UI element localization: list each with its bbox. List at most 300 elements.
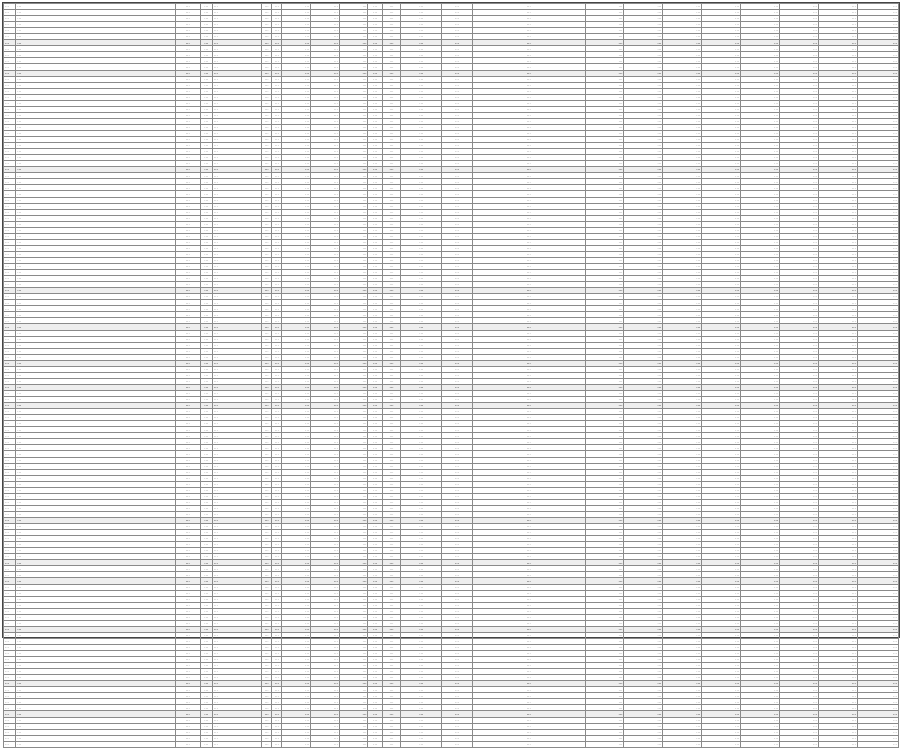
cell-mat: …	[212, 191, 261, 197]
cell-c12: …	[442, 366, 473, 372]
cell-c6: …	[272, 112, 282, 118]
cell-s6: …	[780, 651, 819, 657]
cell-s6: …	[780, 191, 819, 197]
cell-s7: …	[818, 82, 857, 88]
cell-c6: …	[272, 584, 282, 590]
cell-s5: …	[741, 481, 780, 487]
cell-s2: …	[624, 572, 663, 578]
cell-c12: …	[442, 669, 473, 675]
cell-org: …	[472, 439, 585, 445]
cell-c3: …	[200, 445, 212, 451]
cell-s4: …	[702, 360, 741, 366]
cell-c5: …	[262, 644, 272, 650]
cell-cls: …	[382, 294, 400, 300]
cell-c5: …	[262, 602, 272, 608]
cell-s6: …	[780, 342, 819, 348]
cell-c11: …	[401, 608, 442, 614]
cell-s8: …	[857, 717, 898, 723]
cell-s4: …	[702, 735, 741, 741]
cell-addr: …	[16, 46, 176, 52]
cell-s6: …	[780, 572, 819, 578]
cell-c11: …	[401, 70, 442, 76]
cell-s4: …	[702, 16, 741, 22]
cell-s6: …	[780, 22, 819, 28]
cell-s1: …	[585, 288, 624, 294]
cell-a2: …	[311, 149, 340, 155]
cell-s8: …	[857, 64, 898, 70]
cell-n: …	[368, 554, 382, 560]
cell-addr: …	[16, 276, 176, 282]
cell-n: …	[368, 451, 382, 457]
cell-s2: …	[624, 536, 663, 542]
cell-idx: …	[4, 306, 16, 312]
cell-s3: …	[663, 221, 702, 227]
cell-mat: …	[212, 64, 261, 70]
cell-c3: …	[200, 312, 212, 318]
cell-c3: …	[200, 348, 212, 354]
cell-a3: …	[339, 451, 368, 457]
cell-n: …	[368, 693, 382, 699]
cell-org: …	[472, 221, 585, 227]
cell-a2: …	[311, 100, 340, 106]
cell-s4: …	[702, 324, 741, 330]
cell-mat: …	[212, 245, 261, 251]
cell-s7: …	[818, 463, 857, 469]
cell-s7: …	[818, 106, 857, 112]
cell-c12: …	[442, 530, 473, 536]
cell-s1: …	[585, 276, 624, 282]
cell-s6: …	[780, 239, 819, 245]
cell-addr: …	[16, 179, 176, 185]
cell-cls: …	[382, 100, 400, 106]
cell-c5: …	[262, 10, 272, 16]
cell-idx: …	[4, 137, 16, 143]
cell-c12: …	[442, 28, 473, 34]
cell-s7: …	[818, 560, 857, 566]
cell-s1: …	[585, 475, 624, 481]
cell-mat: …	[212, 511, 261, 517]
cell-a3: …	[339, 52, 368, 58]
cell-s6: …	[780, 330, 819, 336]
cell-mat: …	[212, 112, 261, 118]
cell-year: …	[176, 64, 201, 70]
cell-cls: …	[382, 620, 400, 626]
cell-cls: …	[382, 505, 400, 511]
cell-org: …	[472, 427, 585, 433]
cell-s5: …	[741, 705, 780, 711]
cell-c3: …	[200, 330, 212, 336]
cell-a1: …	[282, 681, 311, 687]
cell-s4: …	[702, 741, 741, 747]
cell-a2: …	[311, 227, 340, 233]
cell-s5: …	[741, 282, 780, 288]
cell-s4: …	[702, 245, 741, 251]
cell-s7: …	[818, 397, 857, 403]
cell-s2: …	[624, 481, 663, 487]
cell-n: …	[368, 342, 382, 348]
cell-s4: …	[702, 505, 741, 511]
cell-c3: …	[200, 584, 212, 590]
cell-cls: …	[382, 167, 400, 173]
cell-year: …	[176, 276, 201, 282]
cell-s8: …	[857, 143, 898, 149]
cell-c5: …	[262, 505, 272, 511]
cell-c11: …	[401, 397, 442, 403]
cell-s2: …	[624, 511, 663, 517]
cell-s4: …	[702, 312, 741, 318]
cell-s6: …	[780, 675, 819, 681]
cell-s8: …	[857, 663, 898, 669]
cell-s7: …	[818, 34, 857, 40]
cell-c12: …	[442, 517, 473, 523]
cell-s2: …	[624, 191, 663, 197]
cell-s7: …	[818, 58, 857, 64]
cell-c5: …	[262, 723, 272, 729]
cell-a1: …	[282, 366, 311, 372]
cell-s7: …	[818, 366, 857, 372]
cell-s6: …	[780, 203, 819, 209]
cell-c12: …	[442, 167, 473, 173]
cell-s2: …	[624, 276, 663, 282]
cell-s6: …	[780, 4, 819, 10]
cell-a1: …	[282, 705, 311, 711]
cell-c3: …	[200, 282, 212, 288]
cell-c12: …	[442, 735, 473, 741]
cell-c11: …	[401, 179, 442, 185]
cell-a2: …	[311, 221, 340, 227]
cell-s7: …	[818, 52, 857, 58]
cell-a2: …	[311, 34, 340, 40]
cell-cls: …	[382, 439, 400, 445]
cell-a1: …	[282, 560, 311, 566]
cell-cls: …	[382, 191, 400, 197]
cell-s7: …	[818, 554, 857, 560]
cell-addr: …	[16, 366, 176, 372]
cell-a3: …	[339, 524, 368, 530]
cell-year: …	[176, 427, 201, 433]
cell-c5: …	[262, 378, 272, 384]
cell-org: …	[472, 360, 585, 366]
cell-c3: …	[200, 167, 212, 173]
cell-addr: …	[16, 270, 176, 276]
cell-s5: …	[741, 360, 780, 366]
cell-a3: …	[339, 64, 368, 70]
cell-a3: …	[339, 257, 368, 263]
cell-s4: …	[702, 22, 741, 28]
cell-idx: …	[4, 360, 16, 366]
cell-idx: …	[4, 560, 16, 566]
cell-c6: …	[272, 203, 282, 209]
cell-c3: …	[200, 257, 212, 263]
cell-s7: …	[818, 70, 857, 76]
cell-s3: …	[663, 173, 702, 179]
cell-org: …	[472, 318, 585, 324]
cell-n: …	[368, 536, 382, 542]
cell-c11: …	[401, 276, 442, 282]
cell-a2: …	[311, 566, 340, 572]
cell-n: …	[368, 354, 382, 360]
cell-c12: …	[442, 584, 473, 590]
cell-s8: …	[857, 542, 898, 548]
cell-s7: …	[818, 699, 857, 705]
cell-addr: …	[16, 415, 176, 421]
cell-org: …	[472, 143, 585, 149]
cell-n: …	[368, 384, 382, 390]
cell-mat: …	[212, 729, 261, 735]
cell-c12: …	[442, 58, 473, 64]
cell-c6: …	[272, 475, 282, 481]
cell-s3: …	[663, 548, 702, 554]
cell-s3: …	[663, 366, 702, 372]
cell-a3: …	[339, 638, 368, 644]
cell-a1: …	[282, 469, 311, 475]
cell-s4: …	[702, 378, 741, 384]
cell-s2: …	[624, 626, 663, 632]
cell-s5: …	[741, 155, 780, 161]
cell-s1: …	[585, 167, 624, 173]
cell-a3: …	[339, 82, 368, 88]
cell-cls: …	[382, 288, 400, 294]
cell-s4: …	[702, 34, 741, 40]
cell-s5: …	[741, 566, 780, 572]
cell-s5: …	[741, 100, 780, 106]
cell-c11: …	[401, 336, 442, 342]
cell-c11: …	[401, 245, 442, 251]
cell-c3: …	[200, 372, 212, 378]
cell-idx: …	[4, 741, 16, 747]
cell-s4: …	[702, 203, 741, 209]
cell-cls: …	[382, 118, 400, 124]
cell-a1: …	[282, 149, 311, 155]
cell-n: …	[368, 306, 382, 312]
cell-s6: …	[780, 735, 819, 741]
cell-s1: …	[585, 264, 624, 270]
cell-c5: …	[262, 657, 272, 663]
cell-s8: …	[857, 554, 898, 560]
cell-a1: …	[282, 257, 311, 263]
cell-a2: …	[311, 626, 340, 632]
cell-c6: …	[272, 560, 282, 566]
cell-mat: …	[212, 318, 261, 324]
cell-c11: …	[401, 155, 442, 161]
cell-s7: …	[818, 517, 857, 523]
cell-org: …	[472, 270, 585, 276]
cell-s5: …	[741, 251, 780, 257]
cell-a3: …	[339, 233, 368, 239]
cell-s1: …	[585, 245, 624, 251]
cell-cls: …	[382, 524, 400, 530]
cell-addr: …	[16, 227, 176, 233]
cell-s4: …	[702, 155, 741, 161]
cell-c12: …	[442, 270, 473, 276]
cell-s4: …	[702, 620, 741, 626]
cell-mat: …	[212, 554, 261, 560]
cell-c5: …	[262, 282, 272, 288]
cell-year: …	[176, 542, 201, 548]
cell-idx: …	[4, 524, 16, 530]
cell-s5: …	[741, 657, 780, 663]
cell-mat: …	[212, 632, 261, 638]
cell-cls: …	[382, 391, 400, 397]
cell-a2: …	[311, 723, 340, 729]
cell-a3: …	[339, 46, 368, 52]
cell-org: …	[472, 493, 585, 499]
cell-addr: …	[16, 687, 176, 693]
cell-cls: …	[382, 76, 400, 82]
cell-c3: …	[200, 608, 212, 614]
cell-year: …	[176, 46, 201, 52]
cell-s6: …	[780, 64, 819, 70]
cell-c11: …	[401, 723, 442, 729]
cell-s6: …	[780, 463, 819, 469]
cell-s3: …	[663, 415, 702, 421]
cell-c5: …	[262, 427, 272, 433]
cell-s6: …	[780, 112, 819, 118]
cell-a1: …	[282, 457, 311, 463]
cell-a3: …	[339, 614, 368, 620]
cell-s3: …	[663, 40, 702, 46]
cell-s5: …	[741, 433, 780, 439]
cell-a2: …	[311, 342, 340, 348]
cell-s2: …	[624, 16, 663, 22]
cell-c11: …	[401, 227, 442, 233]
cell-c11: …	[401, 596, 442, 602]
cell-addr: …	[16, 403, 176, 409]
cell-c5: …	[262, 4, 272, 10]
cell-s6: …	[780, 76, 819, 82]
cell-a2: …	[311, 179, 340, 185]
cell-a3: …	[339, 427, 368, 433]
cell-idx: …	[4, 475, 16, 481]
cell-a2: …	[311, 70, 340, 76]
cell-mat: …	[212, 336, 261, 342]
cell-s6: …	[780, 312, 819, 318]
cell-s1: …	[585, 306, 624, 312]
cell-s6: …	[780, 729, 819, 735]
cell-c12: …	[442, 76, 473, 82]
cell-s4: …	[702, 560, 741, 566]
cell-addr: …	[16, 106, 176, 112]
cell-c5: …	[262, 276, 272, 282]
cell-org: …	[472, 239, 585, 245]
cell-s1: …	[585, 233, 624, 239]
cell-s3: …	[663, 517, 702, 523]
cell-s5: …	[741, 681, 780, 687]
cell-year: …	[176, 729, 201, 735]
cell-cls: …	[382, 378, 400, 384]
cell-idx: …	[4, 669, 16, 675]
cell-n: …	[368, 70, 382, 76]
cell-c5: …	[262, 626, 272, 632]
cell-a2: …	[311, 699, 340, 705]
cell-a3: …	[339, 463, 368, 469]
cell-s8: …	[857, 590, 898, 596]
cell-c6: …	[272, 723, 282, 729]
cell-c5: …	[262, 294, 272, 300]
cell-c5: …	[262, 638, 272, 644]
cell-a2: …	[311, 542, 340, 548]
cell-c3: …	[200, 197, 212, 203]
cell-s3: …	[663, 270, 702, 276]
cell-year: …	[176, 681, 201, 687]
cell-s1: …	[585, 614, 624, 620]
cell-s4: …	[702, 64, 741, 70]
cell-s8: …	[857, 318, 898, 324]
cell-idx: …	[4, 167, 16, 173]
cell-s5: …	[741, 106, 780, 112]
cell-s8: …	[857, 88, 898, 94]
cell-c11: …	[401, 409, 442, 415]
cell-c5: …	[262, 687, 272, 693]
cell-s6: …	[780, 366, 819, 372]
cell-org: …	[472, 391, 585, 397]
cell-c12: …	[442, 312, 473, 318]
cell-cls: …	[382, 421, 400, 427]
cell-a3: …	[339, 403, 368, 409]
cell-s3: …	[663, 572, 702, 578]
cell-s5: …	[741, 729, 780, 735]
cell-s2: …	[624, 46, 663, 52]
cell-s4: …	[702, 457, 741, 463]
cell-s2: …	[624, 397, 663, 403]
cell-s8: …	[857, 360, 898, 366]
cell-s1: …	[585, 372, 624, 378]
cell-year: …	[176, 264, 201, 270]
cell-idx: …	[4, 638, 16, 644]
cell-c3: …	[200, 155, 212, 161]
cell-c6: …	[272, 185, 282, 191]
cell-s2: …	[624, 499, 663, 505]
cell-cls: …	[382, 554, 400, 560]
cell-org: …	[472, 264, 585, 270]
cell-year: …	[176, 245, 201, 251]
cell-s7: …	[818, 644, 857, 650]
cell-s6: …	[780, 264, 819, 270]
cell-cls: …	[382, 699, 400, 705]
cell-s1: …	[585, 270, 624, 276]
cell-c6: …	[272, 663, 282, 669]
cell-idx: …	[4, 505, 16, 511]
cell-c5: …	[262, 82, 272, 88]
cell-s7: …	[818, 433, 857, 439]
cell-org: …	[472, 681, 585, 687]
cell-s1: …	[585, 711, 624, 717]
cell-s6: …	[780, 596, 819, 602]
cell-a1: …	[282, 505, 311, 511]
cell-s5: …	[741, 499, 780, 505]
cell-s3: …	[663, 88, 702, 94]
cell-year: …	[176, 433, 201, 439]
cell-s4: …	[702, 173, 741, 179]
cell-a2: …	[311, 711, 340, 717]
cell-a3: …	[339, 70, 368, 76]
cell-s6: …	[780, 70, 819, 76]
cell-s2: …	[624, 245, 663, 251]
cell-s7: …	[818, 403, 857, 409]
cell-s1: …	[585, 336, 624, 342]
cell-s6: …	[780, 590, 819, 596]
cell-idx: …	[4, 699, 16, 705]
cell-c11: …	[401, 378, 442, 384]
cell-addr: …	[16, 124, 176, 130]
cell-c5: …	[262, 366, 272, 372]
cell-a1: …	[282, 106, 311, 112]
cell-s2: …	[624, 409, 663, 415]
cell-s7: …	[818, 596, 857, 602]
cell-c5: …	[262, 415, 272, 421]
cell-year: …	[176, 118, 201, 124]
cell-s6: …	[780, 638, 819, 644]
